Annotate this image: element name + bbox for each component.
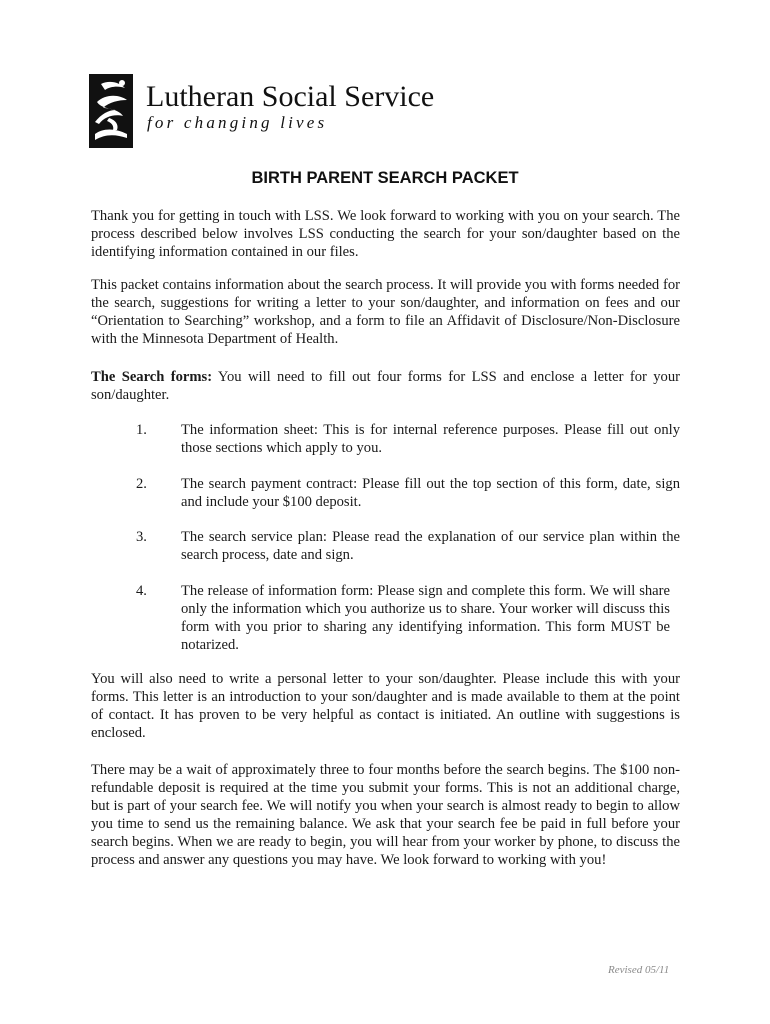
list-item-number: 3.: [136, 529, 147, 545]
document-title: BIRTH PARENT SEARCH PACKET: [251, 169, 519, 187]
list-item-text: The information sheet: This is for internal reference purposes. Please fill out only those sections which apply to you.: [181, 422, 680, 456]
wait-paragraph: There may be a wait of approximately three to four months before the search begins. The $100 non-refundable deposit is required at the time you submit your forms. This is not an additional charge, but is part of your search fee. We will notify you when your search is almost ready to begin to allow you time to send us the remaining balance. We ask that your search fee be paid in full before your search begins. When we are ready to begin, you will hear from your worker by phone, to discuss the process and answer any questions you may have. We look forward to working with you!: [91, 762, 680, 868]
list-item-number: 4.: [136, 583, 147, 599]
list-item-text: The search service plan: Please read the explanation of our service plan within the search process, date and sign.: [181, 529, 680, 563]
search-forms-paragraph: [91, 368, 680, 404]
list-item-number: 1.: [136, 422, 147, 438]
letter-paragraph: You will also need to write a personal letter to your son/daughter. Please include this with your forms. This letter is an introduction to your son/daughter and is made available to them at the point of contact. It has proven to be very helpful as contact is initiated. An outline with suggestions is enclosed.: [91, 671, 680, 741]
packet-paragraph: This packet contains information about the search process. It will provide you with forms needed for the search, suggestions for writing a letter to your son/daughter, and information on fees and our “Orientation to Searching” workshop, and a form to file an Affidavit of Disclosure/Non-Disclosure with the Minnesota Department of Health.: [91, 277, 680, 347]
list-item-text: The release of information form: Please sign and complete this form. We will share only the information which you authorize us to share. Your worker will discuss this form with you prior to sharing any identifying information. This form MUST be notarized.: [181, 583, 670, 653]
intro-paragraph: Thank you for getting in touch with LSS. We look forward to working with you on your search. The process described below involves LSS conducting the search for your son/daughter based on the identifying information contained in our files.: [91, 208, 680, 260]
org-name: Lutheran Social Service: [146, 80, 435, 113]
lss-logo-icon: [89, 74, 133, 148]
list-item-text: The search payment contract: Please fill out the top section of this form, date, sign and include your $100 deposit.: [181, 476, 680, 510]
org-tagline: for changing lives: [147, 113, 328, 132]
search-forms-heading: The Search forms:: [91, 369, 213, 385]
revision-note: Revised 05/11: [608, 964, 670, 976]
search-forms-text: You will need to fill out four forms for LSS and enclose a letter for your son/daughter.: [91, 369, 681, 403]
list-item-number: 2.: [136, 476, 147, 492]
